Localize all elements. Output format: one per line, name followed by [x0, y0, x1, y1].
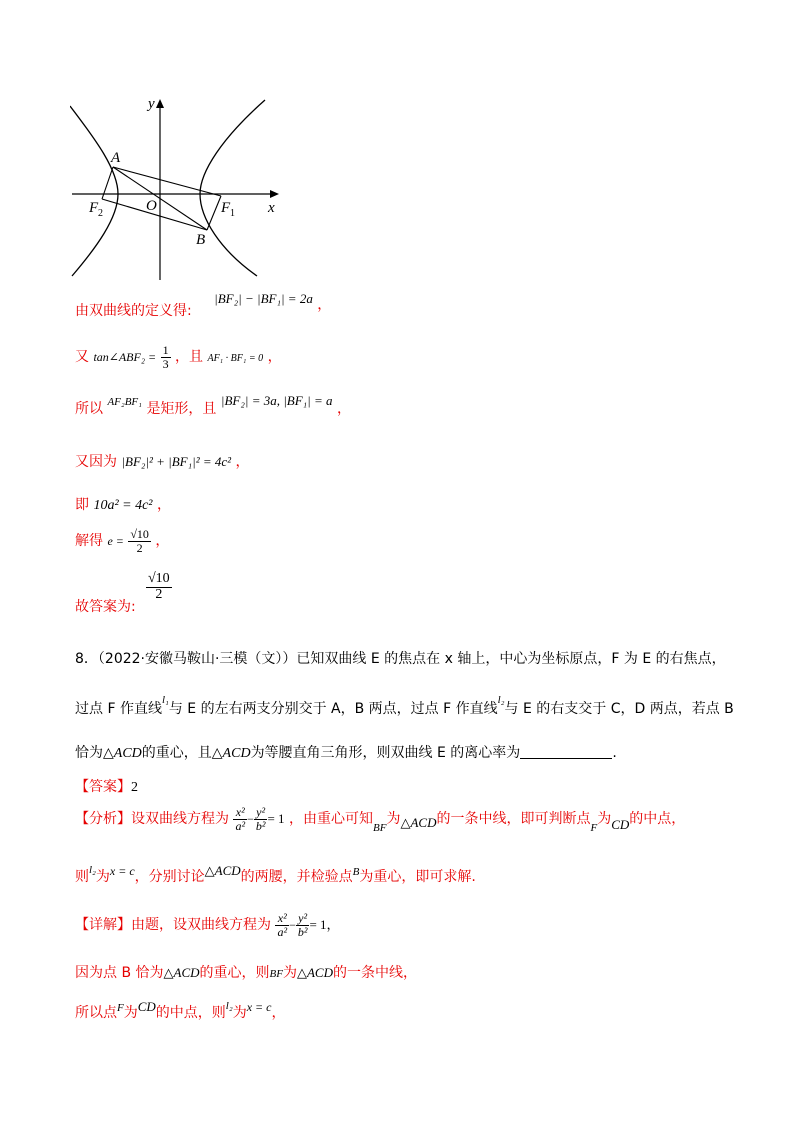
label-y: y: [148, 96, 155, 112]
p8-line3d: .: [612, 745, 617, 761]
analysis-t2: ，由重心可知: [289, 811, 373, 828]
detail-r2c: 的中点，则: [155, 1005, 226, 1021]
sol-def-line: [75, 291, 332, 320]
analysis-bf: BF: [373, 822, 387, 835]
quad-label: AF₂BF₁: [107, 396, 142, 408]
ans-den: 2: [155, 586, 163, 602]
p8-line3b: 的重心，且: [141, 745, 212, 761]
answer-tag: 【答案】: [75, 779, 131, 795]
solve-text: 解得: [75, 533, 103, 550]
analysis-t4: 的一条中线，即可判断点: [436, 811, 591, 828]
p8-l2: l₂: [497, 694, 505, 706]
tan-num: 1: [162, 343, 169, 357]
tan-formula: tan∠ABF₂ =: [93, 350, 157, 365]
e-eq: e =: [107, 534, 124, 549]
analysis-t10: 的两腰，并检验点: [240, 869, 353, 885]
p8-line2b: 与 E 的左右两支分别交于 A，B 两点，过点 F 作直线: [168, 701, 498, 717]
pyth-formula: |BF₂|² + |BF₁|² = 4c²: [121, 454, 232, 469]
answer-text: 故答案为:: [75, 599, 136, 615]
p8-line2c: 与 E 的右支交于 C，D 两点，若点 B: [504, 701, 734, 717]
tan-comma: ，: [267, 349, 282, 366]
rect-comma: ，: [337, 401, 351, 417]
label-F2: F: [89, 200, 99, 216]
e-num: √10: [130, 527, 149, 541]
sol-solve-line: [75, 528, 169, 554]
d-eq-minus: −: [289, 918, 296, 933]
e-fraction: [128, 528, 151, 554]
e-den: 2: [136, 540, 143, 555]
problem8-line1: 8．（2022·安徽马鞍山·三模（文））已知双曲线 E 的焦点在 x 轴上，中心为坐标原点，F 为 E 的右焦点，: [75, 651, 726, 667]
pyth-comma: ，: [235, 454, 250, 470]
ans-fraction: [146, 572, 172, 602]
p8-line2a: 过点 F 作直线: [75, 701, 162, 717]
lengths-formula: |BF₂| = 3a, |BF₁| = a: [220, 393, 333, 408]
right-branch: [200, 100, 265, 276]
sol-tan-line: [75, 344, 282, 370]
label-A: A: [111, 150, 121, 166]
eq-minus: −: [247, 812, 254, 827]
label-B: B: [196, 232, 206, 248]
sol-rect-line: [75, 393, 351, 418]
label-x: x: [268, 200, 275, 216]
d-eq-x-den: a²: [277, 924, 288, 939]
detail-tag: 【详解】: [75, 917, 131, 934]
detail-r1b: 的重心，则: [199, 965, 270, 981]
ans-num: √10: [148, 571, 170, 586]
def-comma: ，: [317, 297, 332, 313]
d-eq-y-num: y²: [296, 912, 310, 926]
label-F1: F: [221, 200, 231, 216]
left-branch: [70, 106, 118, 276]
detail-l2: l₂: [225, 1000, 233, 1012]
analysis-tag: 【分析】: [75, 811, 131, 828]
detail-line3: [75, 999, 286, 1022]
y-axis-arrow: [156, 99, 164, 108]
ie-formula: 10a² = 4c²: [93, 498, 153, 513]
detail-r2e: ，: [271, 1005, 286, 1021]
detail-line2: [75, 962, 417, 982]
answer-value: 2: [131, 780, 138, 795]
analysis-t11: 为重心，即可求解.: [359, 869, 476, 885]
problem8-line3: [75, 742, 617, 762]
tan-prefix: 又: [75, 349, 89, 366]
detail-r1a: 因为点 B 恰为: [75, 965, 164, 981]
sol-pyth-line: [75, 451, 250, 471]
eq-x-den: a²: [235, 818, 246, 833]
label-F1-sub: 1: [230, 208, 235, 219]
detail-r2b: 为: [123, 1005, 138, 1021]
answer-line: [75, 776, 138, 796]
eq-x-num: x²: [233, 806, 247, 820]
detail-equation: [275, 911, 340, 939]
tan-fraction: [161, 344, 171, 370]
detail-tri2: △ACD: [296, 965, 333, 980]
analysis-t7: 则: [75, 869, 89, 885]
detail-cd: CD: [137, 999, 156, 1014]
def-formula: |BF₂| − |BF₁| = 2a: [214, 291, 313, 306]
problem8-line2: [75, 694, 734, 718]
analysis-cd: CD: [611, 817, 630, 833]
d-eq-rhs: = 1，: [309, 917, 340, 933]
analysis-f: F: [590, 822, 598, 835]
dot-formula: AF₁ · BF₁ = 0: [207, 353, 264, 365]
detail-f: F: [117, 1002, 124, 1014]
label-O: O: [146, 198, 157, 214]
label-F2-sub: 2: [98, 208, 103, 219]
d-eq-x-num: x²: [275, 912, 289, 926]
p8-line3a: 恰为: [75, 745, 103, 761]
ans-fraction-block: [146, 572, 172, 602]
solve-comma: ，: [155, 533, 170, 550]
hyperbola-figure: [70, 96, 285, 281]
detail-tri: △ACD: [163, 965, 200, 980]
x-axis-arrow: [270, 190, 279, 198]
analysis-line1: [75, 805, 686, 835]
analysis-t5: 为: [597, 811, 612, 828]
analysis-line2: [75, 863, 476, 886]
detail-line1: [75, 912, 340, 938]
d-eq-y-den: b²: [297, 924, 308, 939]
detail-r2d: 为: [232, 1005, 247, 1021]
eq-rhs: = 1: [267, 811, 285, 827]
analysis-equation: [233, 805, 289, 833]
detail-r1c: 为: [282, 965, 297, 981]
and-text: ，且: [175, 349, 204, 366]
detail-bf: BF: [269, 968, 283, 980]
ie-comma: ，: [156, 497, 171, 513]
p8-l1: l₁: [161, 694, 169, 706]
also-text: 又因为: [75, 454, 117, 470]
answer-blank: [520, 757, 612, 759]
analysis-t9: ，分别讨论: [134, 869, 205, 885]
analysis-t1: 设双曲线方程为: [131, 811, 229, 828]
rect-text: 是矩形，且: [146, 401, 217, 417]
p8-tri2: △ACD: [211, 746, 251, 761]
analysis-t6: 的中点，: [629, 811, 686, 828]
ie-text: 即: [75, 497, 89, 513]
detail-r1d: 的一条中线，: [332, 965, 417, 981]
so-text: 所以: [75, 401, 103, 417]
analysis-xc: x = c: [109, 864, 135, 878]
eq-y-den: b²: [255, 818, 266, 833]
analysis-t3: 为: [386, 811, 401, 828]
analysis-tri: △ACD: [400, 815, 437, 831]
tan-den: 3: [162, 356, 169, 371]
analysis-t8: 为: [95, 869, 110, 885]
sol-ie-line: [75, 494, 171, 514]
eq-y-num: y²: [254, 806, 268, 820]
p8-line3c: 为等腰直角三角形，则双曲线 E 的离心率为: [250, 745, 521, 761]
detail-t1: 由题，设双曲线方程为: [131, 917, 271, 934]
analysis-b: B: [352, 866, 360, 878]
def-text: 由双曲线的定义得:: [75, 303, 192, 319]
p8-tri1: △ACD: [103, 746, 142, 761]
analysis-tri2: △ACD: [204, 863, 241, 878]
detail-r2a: 所以点: [75, 1005, 117, 1021]
analysis-l2: l₂: [89, 864, 96, 876]
detail-xc: x = c: [246, 1000, 272, 1014]
